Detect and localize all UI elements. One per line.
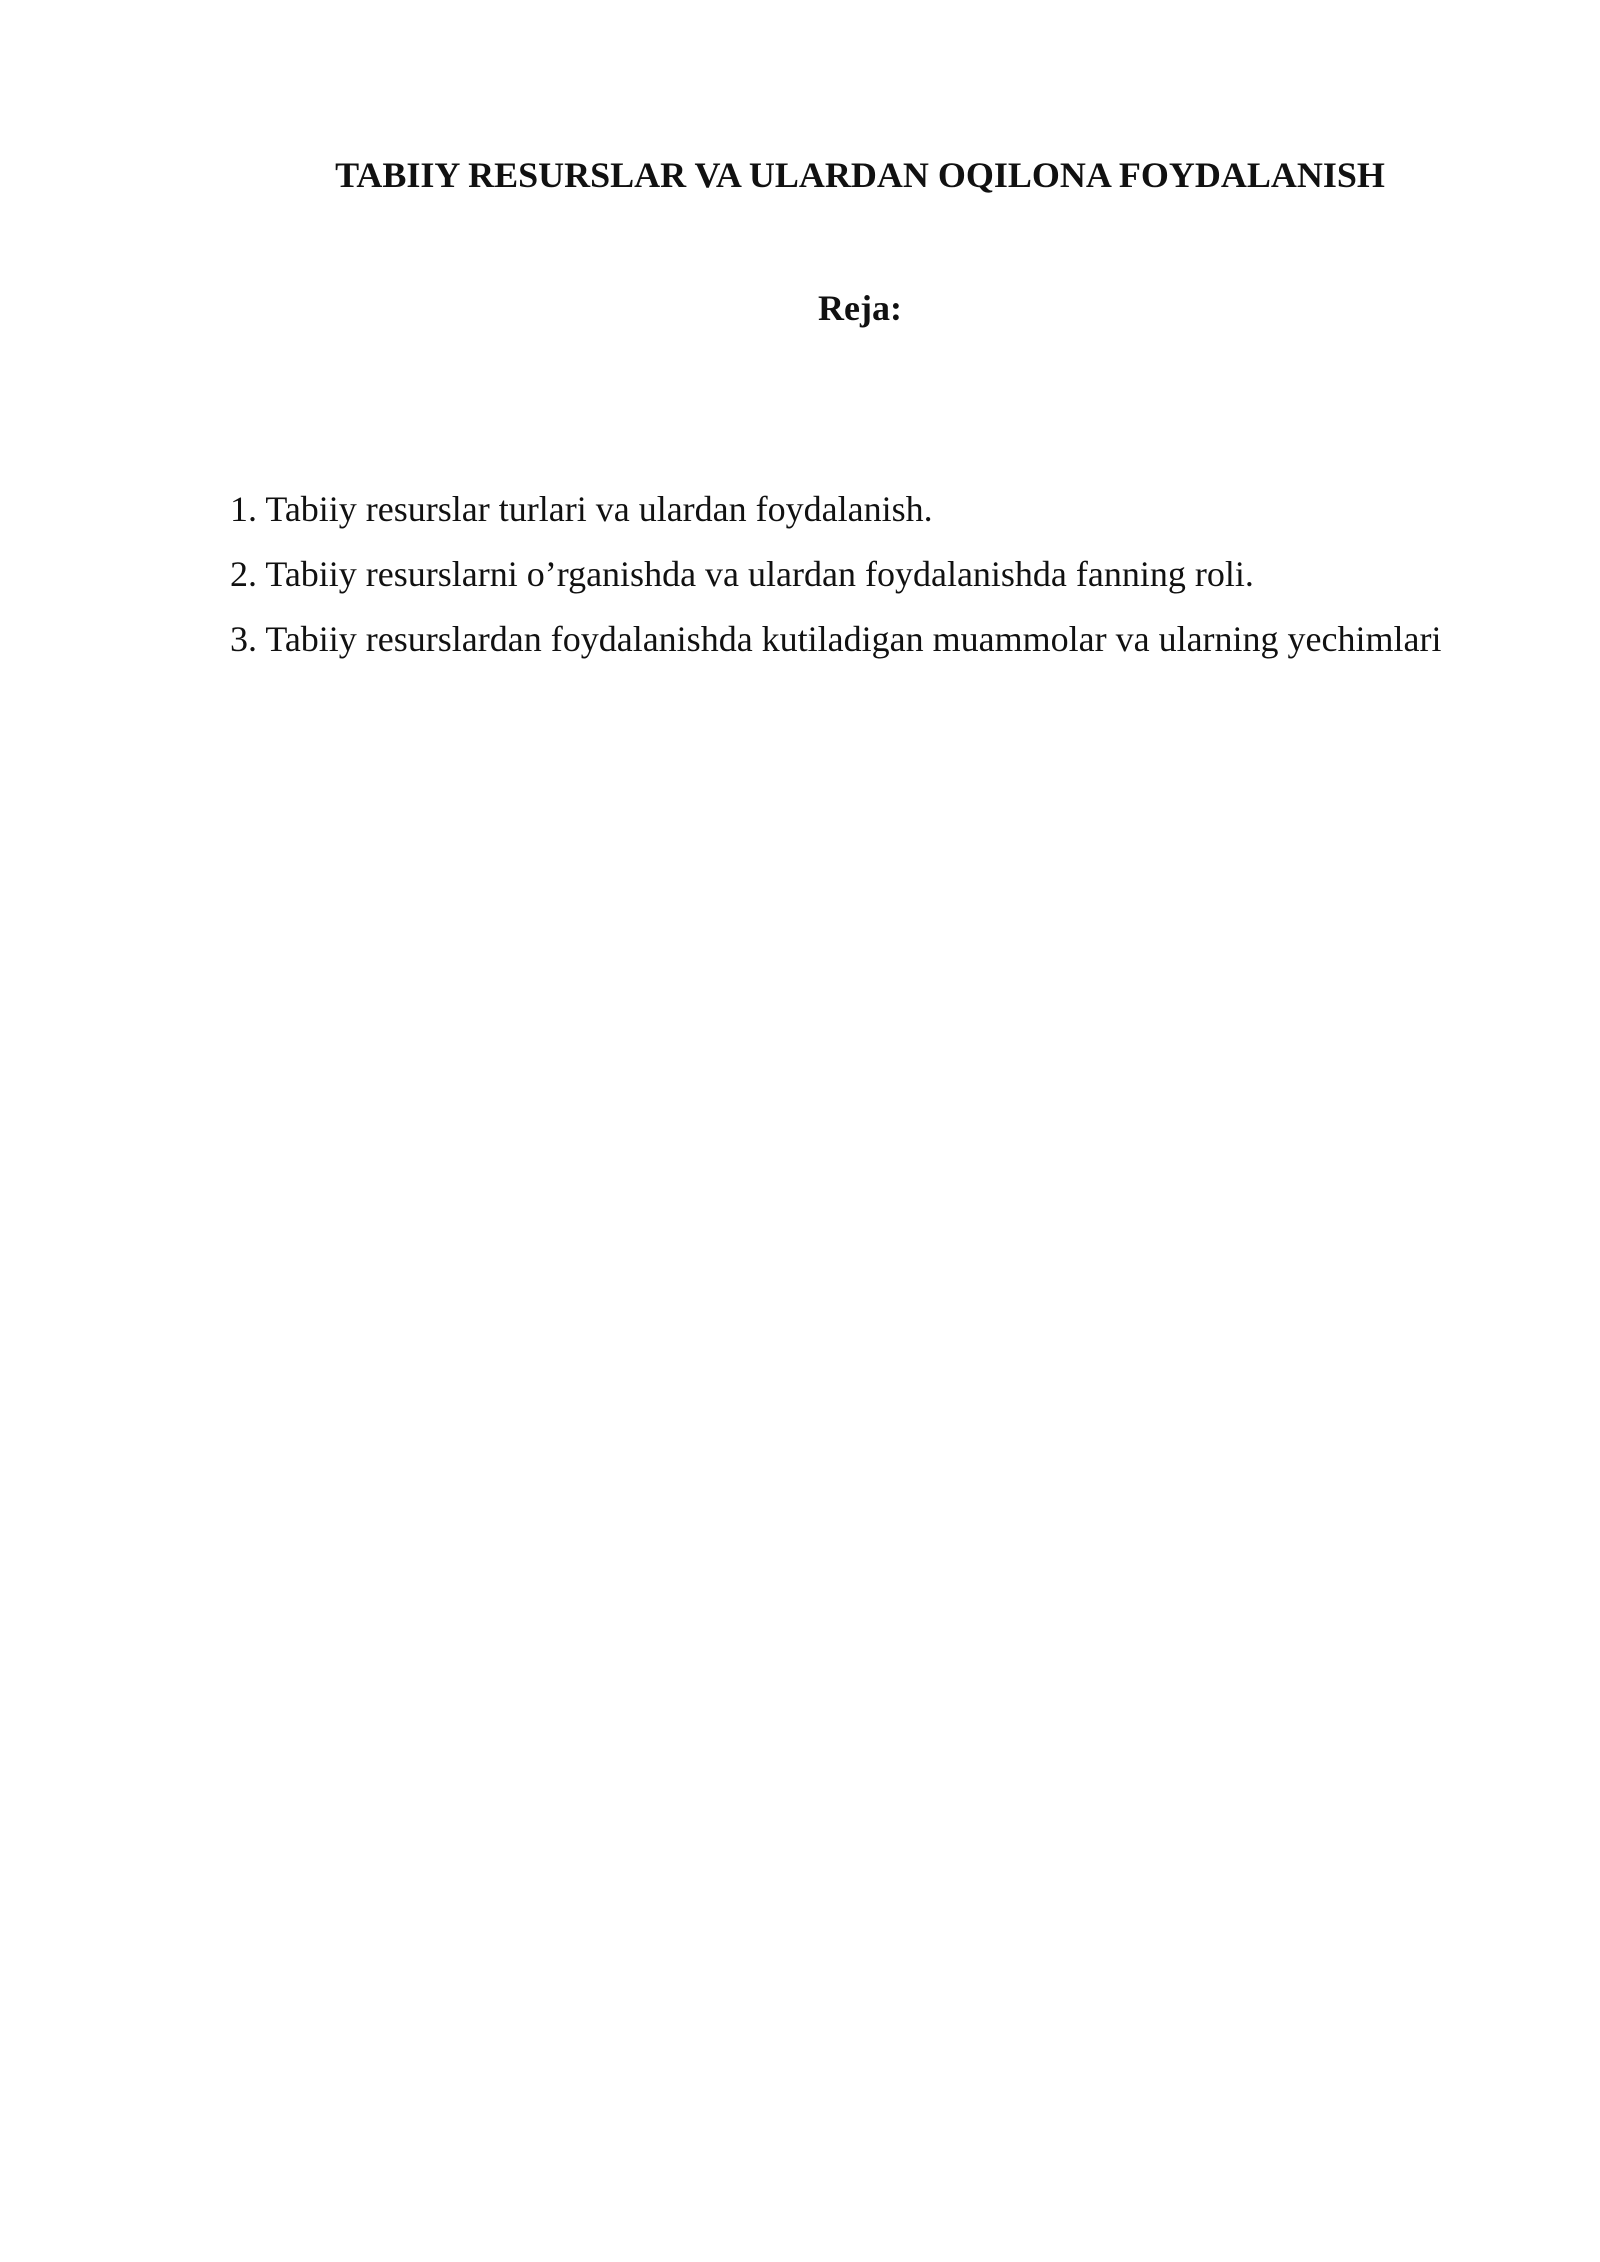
plan-list xyxy=(230,477,1490,672)
plan-item: 3. Tabiiy resurslardan foydalanishda kutiladigan muammolar va ularning yechimlari xyxy=(230,619,1442,659)
plan-item: 1. Tabiiy resurslar turlari va ulardan foydalanish. xyxy=(230,489,933,529)
document-title: TABIIY RESURSLAR VA ULARDAN OQILONA FOYDALANISH xyxy=(335,155,1385,195)
plan-item: 2. Tabiiy resurslarni o’rganishda va ulardan foydalanishda fanning roli. xyxy=(230,554,1254,594)
plan-heading: Reja: xyxy=(818,288,902,328)
